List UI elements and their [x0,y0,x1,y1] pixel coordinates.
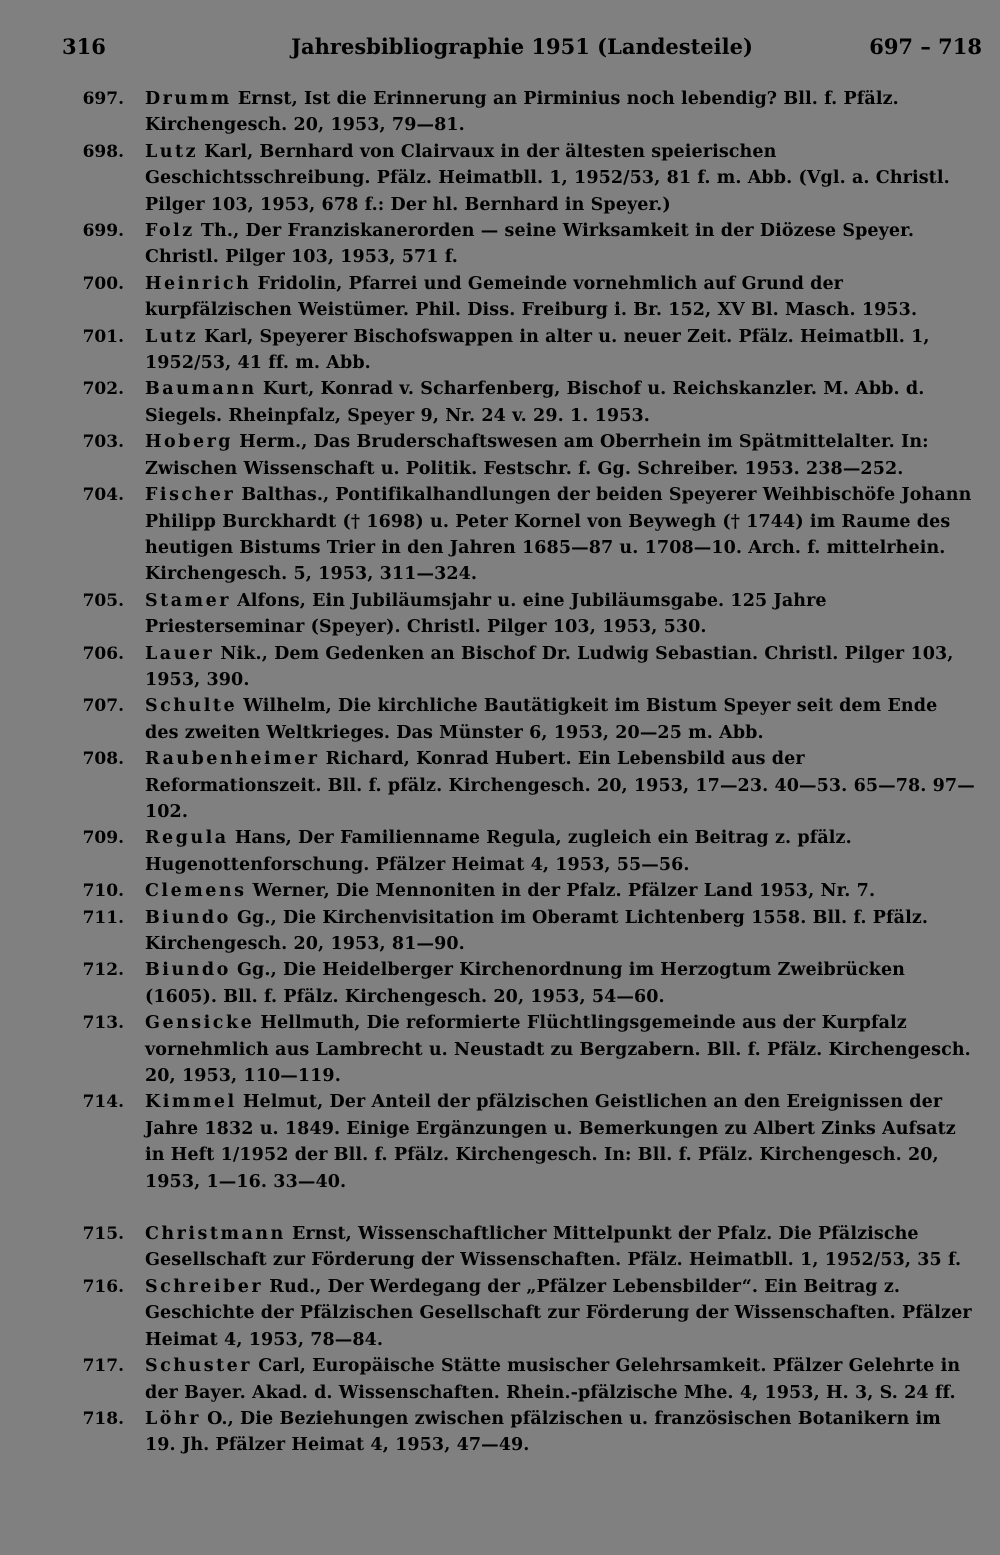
entry-text [145,588,977,641]
entry-text [145,1010,977,1089]
entry-citation: Kurt, Konrad v. Scharfenberg, Bischof u. Reichskanzler. M. Abb. d. Siegels. Rheinpfalz, Speyer 9, Nr. 24 v. 29. 1. 1953. [145,379,925,426]
entry-author: Lauer [145,643,215,664]
entry-citation: Gg., Die Kirchenvisitation im Oberamt Lichtenberg 1558. Bll. f. Pfälz. Kirchengesch. 20, 1953, 81—90. [145,907,929,954]
entry-citation: Balthas., Pontifikalhandlungen der beiden Speyerer Weihbischöfe Johann Philipp Burckhardt († 1698) u. Peter Kornel von Beywegh († 1744) im Raume des heutigen Bistums Trier in den Jahren 1685—87 u. 1708—10. Arch. f. mittelrhein. Kirchengesch. 5, 1953, 311—324. [145,485,972,585]
entry-number: 711. [82,907,124,928]
entry-author: Heinrich [145,273,252,294]
bibliography-entry [0,588,1000,641]
entry-author: Schulte [145,696,238,717]
entry-citation: Nik., Dem Gedenken an Bischof Dr. Ludwig Sebastian. Christl. Pilger 103, 1953, 390. [145,643,954,690]
bibliography-entry [0,746,1000,825]
page-number: 316 [62,34,106,59]
entry-citation: Ernst, Wissenschaftlicher Mittelpunkt der Pfalz. Die Pfälzische Gesellschaft zur Förderung der Wissenschaften. Pfälz. Heimatbll. 1, 1952/53, 35 f. [145,1224,962,1271]
entry-author: Drumm [145,89,232,109]
entry-number: 716. [82,1276,124,1297]
entry-text [145,1406,977,1459]
entry-author: Lutz [145,141,199,162]
entry-number: 708. [82,749,124,770]
entry-author: Fischer [145,485,236,506]
entry-citation: Helmut, Der Anteil der pfälzischen Geistlichen an den Ereignissen der Jahre 1832 u. 1849. Einige Ergänzungen u. Bemerkungen zu Albert Zinks Aufsatz in Heft 1/1952 der Bll. f. Pfälz. Kirchengesch. In: Bll. f. Pfälz. Kirchengesch. 20, 1953, 1—16. 33—40. [145,1092,956,1192]
bibliography-entry [0,86,1000,139]
entry-text [145,429,977,482]
entry-number: 704. [82,485,124,506]
entry-citation: Rud., Der Werdegang der „Pfälzer Lebensbilder“. Ein Beitrag z. Geschichte der Pfälzischen Gesellschaft zur Förderung der Wissenschaften. Pfälzer Heimat 4, 1953, 78—84. [145,1276,972,1350]
entry-citation: O., Die Beziehungen zwischen pfälzischen u. französischen Botanikern im 19. Jh. Pfälzer Heimat 4, 1953, 47—49. [145,1408,941,1456]
entry-author: Biundo [145,960,231,981]
entry-text [145,825,977,878]
entry-number: 718. [82,1408,124,1429]
entry-text [145,878,977,904]
entry-text [145,376,977,429]
entry-text [145,905,977,958]
entry-number: 709. [82,828,124,849]
entry-author: Stamer [145,590,231,611]
entry-number: 715. [82,1224,124,1245]
entry-number: 710. [82,881,124,902]
entry-text [145,641,977,694]
bibliography-entry [0,1353,1000,1406]
entry-citation: Karl, Bernhard von Clairvaux in der ältesten speierischen Geschichtsschreibung. Pfälz. Heimatbll. 1, 1952/53, 81 f. m. Abb. (Vgl. a. Christl. Pilger 103, 1953, 678 f.: Der hl. Bernhard in Speyer.) [145,141,950,215]
entry-text [145,218,977,271]
bibliography-entry [0,825,1000,878]
entry-number: 706. [82,643,124,664]
entry-text [145,1089,977,1195]
entry-text [145,693,977,746]
entry-author: Christmann [145,1224,286,1245]
entry-number: 697. [82,89,124,109]
entry-citation: Werner, Die Mennoniten in der Pfalz. Pfälzer Land 1953, Nr. 7. [246,881,876,902]
entry-citation: Alfons, Ein Jubiläumsjahr u. eine Jubiläumsgabe. 125 Jahre Priesterseminar (Speyer). Christl. Pilger 103, 1953, 530. [145,590,827,638]
entry-author: Lutz [145,326,199,347]
entry-range: 697 – 718 [869,34,982,59]
bibliography-entry [0,878,1000,904]
entry-number: 698. [82,141,124,162]
entry-author: Clemens [145,881,247,902]
entry-citation: Th., Der Franziskanerorden — seine Wirksamkeit in der Diözese Speyer. Christl. Pilger 103, 1953, 571 f. [145,221,915,268]
entry-author: Löhr [145,1408,201,1429]
entry-number: 714. [82,1092,124,1113]
entry-number: 705. [82,590,124,611]
bibliography-entry [0,693,1000,746]
entry-author: Schuster [145,1356,253,1377]
entry-author: Baumann [145,379,257,400]
entry-text [145,1221,977,1274]
bibliography-entry [0,1221,1000,1274]
bibliography-entry [0,905,1000,958]
entry-author: Folz [145,221,195,242]
bibliography-entry [0,139,1000,218]
entry-citation: Herm., Das Bruderschaftswesen am Oberrhein im Spätmittelalter. In: Zwischen Wissenschaft u. Politik. Festschr. f. Gg. Schreiber. 1953. 238—252. [145,432,929,479]
entry-citation: Wilhelm, Die kirchliche Bautätigkeit im Bistum Speyer seit dem Ende des zweiten Weltkrieges. Das Münster 6, 1953, 20—25 m. Abb. [145,696,938,743]
entry-number: 699. [82,221,124,242]
entry-author: Kimmel [145,1092,237,1113]
entry-citation: Richard, Konrad Hubert. Ein Lebensbild aus der Reformationszeit. Bll. f. pfälz. Kirchengesch. 20, 1953, 17—23. 40—53. 65—78. 97—102. [145,749,975,822]
entry-citation: Hellmuth, Die reformierte Flüchtlingsgemeinde aus der Kurpfalz vornehmlich aus Lambrecht u. Neustadt zu Bergzabern. Bll. f. Pfälz. Kirchengesch. 20, 1953, 110—119. [145,1013,971,1087]
entry-number: 713. [82,1013,124,1034]
bibliography-entry [0,957,1000,1010]
entry-text [145,139,977,218]
entry-text [145,271,977,324]
entry-number: 703. [82,432,124,453]
entry-citation: Hans, Der Familienname Regula, zugleich ein Beitrag z. pfälz. Hugenottenforschung. Pfälzer Heimat 4, 1953, 55—56. [145,828,852,875]
entry-number: 707. [82,696,124,717]
running-header [62,34,982,62]
bibliography-entry [0,271,1000,324]
entry-citation: Carl, Europäische Stätte musischer Gelehrsamkeit. Pfälzer Gelehrte in der Bayer. Akad. d. Wissenschaften. Rhein.-pfälzische Mhe. 4, 1953, H. 3, S. 24 ff. [145,1356,961,1403]
bibliography-entry [0,324,1000,377]
entry-citation: Fridolin, Pfarrei und Gemeinde vornehmlich auf Grund der kurpfälzischen Weistümer. Phil. Diss. Freiburg i. Br. 152, XV Bl. Masch. 1953. [145,273,918,321]
entry-number: 712. [82,960,124,981]
entry-number: 717. [82,1356,124,1377]
entry-number: 702. [82,379,124,400]
entry-author: Regula [145,828,229,849]
bibliography-entry [0,1089,1000,1195]
entry-citation: Gg., Die Heidelberger Kirchenordnung im Herzogtum Zweibrücken (1605). Bll. f. Pfälz. Kirchengesch. 20, 1953, 54—60. [145,960,905,1007]
entry-author: Hoberg [145,432,234,453]
entry-number: 701. [82,326,124,347]
entry-text [145,482,977,588]
entry-text [145,1274,977,1353]
entry-author: Gensicke [145,1013,255,1034]
bibliography-entry [0,641,1000,694]
entry-text [145,746,977,825]
entry-author: Biundo [145,907,231,928]
entry-text [145,324,977,377]
entry-text [145,957,977,1010]
bibliography-entry [0,482,1000,588]
entry-citation: Ernst, Ist die Erinnerung an Pirminius noch lebendig? Bll. f. Pfälz. Kirchengesch. 20, 1953, 79—81. [145,89,899,136]
entry-citation: Karl, Speyerer Bischofswappen in alter u. neuer Zeit. Pfälz. Heimatbll. 1, 1952/53, 41 ff. m. Abb. [145,326,930,374]
bibliography-entry [0,1274,1000,1353]
bibliography-entry [0,429,1000,482]
bibliography-entry [0,376,1000,429]
entry-text [145,86,977,139]
bibliography-entry [0,1010,1000,1089]
entry-text [145,1353,977,1406]
running-title: Jahresbibliographie 1951 (Landesteile) [291,34,753,59]
bibliography-entry [0,1406,1000,1459]
entry-number: 700. [82,273,124,294]
bibliography-entry [0,218,1000,271]
entry-author: Schreiber [145,1276,264,1297]
entry-author: Raubenheimer [145,749,320,770]
bibliography-list [0,86,1000,1459]
